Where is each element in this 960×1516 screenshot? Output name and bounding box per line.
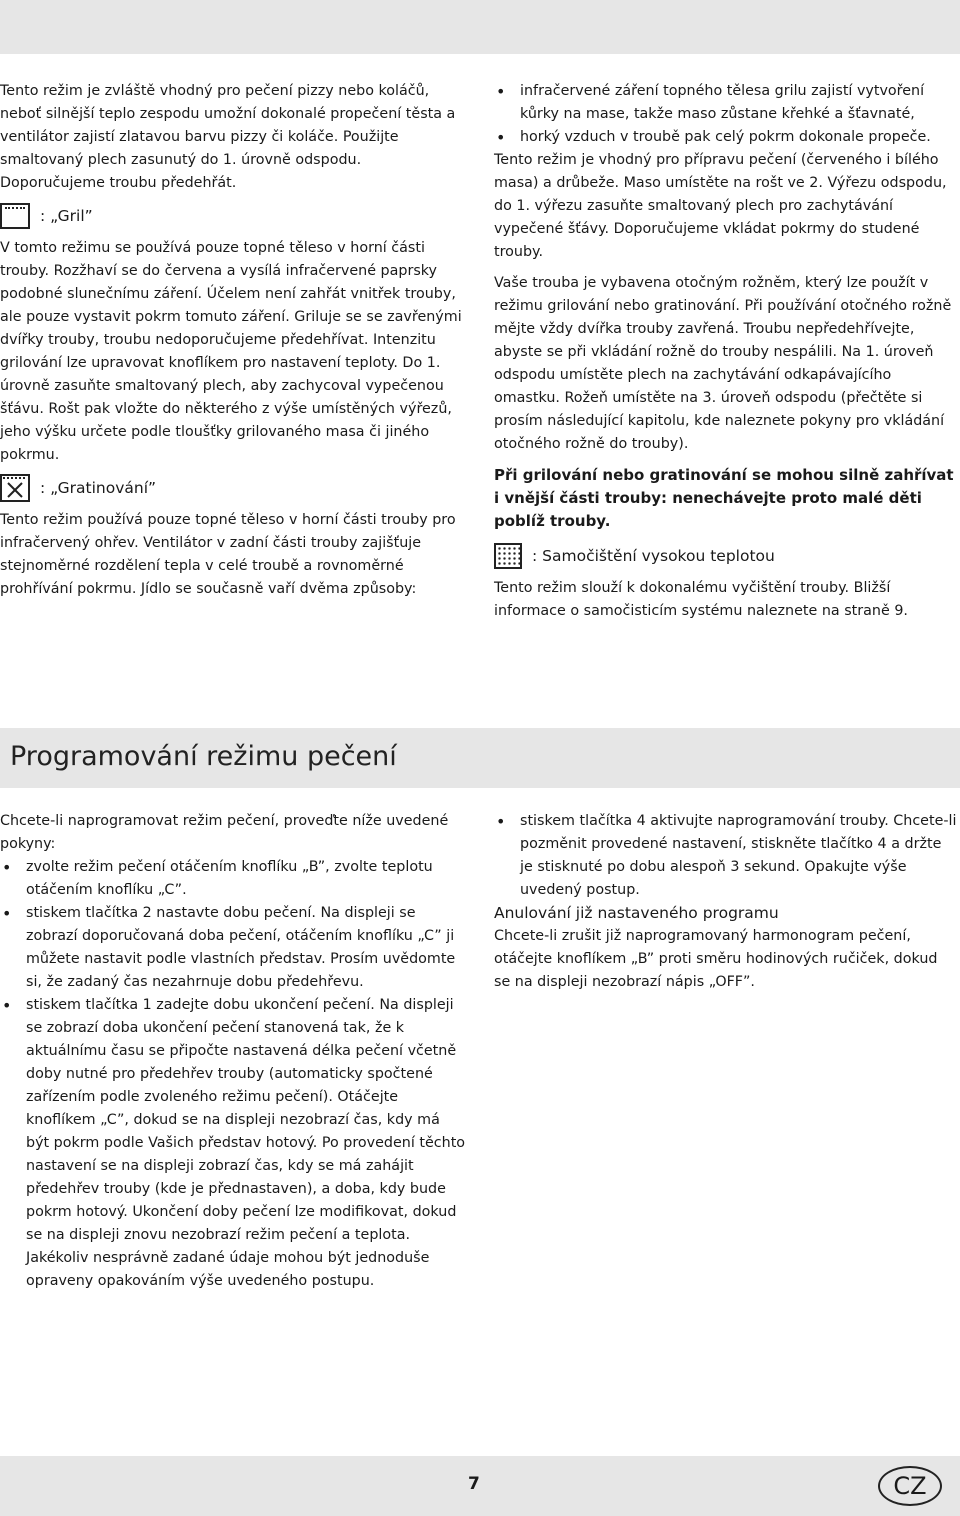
self-clean-label: : Samočištění vysokou teplotou: [532, 546, 775, 565]
list-item: • zvolte režim pečení otáčením knoflíku „B”, zvolte teplotu otáčením knoflíku „C”.: [0, 856, 466, 902]
list-item: • stiskem tlačítka 4 aktivujte naprogramování trouby. Chcete-li pozměnit provedené nastavení, stiskněte tlačítko 4 a držte je stisknuté po dobu alespoň 3 sekund. Opakujte výše uvedený postup.: [494, 810, 958, 902]
top-bar: [0, 0, 960, 54]
gratin-usage-paragraph: Tento režim je vhodný pro přípravu pečení (červeného i bílého masa) a drůbeže. Maso umístěte na rošt ve 2. Výřezu odspodu, do 1. výřezu zasuňte smaltovaný plech pro zachytávání vypečené šťávy. Doporučujeme vkládat pokrmy do studené trouby.: [494, 152, 947, 260]
gratinovani-paragraph: Tento režim používá pouze topné těleso v horní části trouby pro infračervený ohřev. Ventilátor v zadní části trouby zajišťuje stejnoměrné rozdělení tepla v celé troubě a rovnoměrné prohřívání pokrmu. Jídlo se současně vaří dvěma způsoby:: [0, 512, 456, 597]
list-item: • infračervené záření topného tělesa grilu zajistí vytvoření kůrky na mase, takže maso zůstane křehké a šťavnaté,: [494, 80, 958, 126]
list-item: • stiskem tlačítka 1 zadejte dobu ukončení pečení. Na displeji se zobrazí doba ukončení pečení stanovená tak, že k aktuálnímu času se připočte nastavená délka pečení včetně doby nutné pro předehřev trouby (automaticky spočtené zařízením podle zvoleného režimu pečení). Otáčejte knoflíkem „C”, dokud se na displeji nezobrazí čas, kdy má být pokrm podle Vašich představ hotový. Po provedení těchto nastavení se na displeji zobrazí čas, kdy se má zahájit předehřev trouby (kde je přednastaven), a doba, kdy bude pokrm hotový. Ukončení doby pečení lze modifikovat, dokud se na displeji znovu nezobrazí režim pečení a teplota. Jakékoliv nesprávně zadané údaje mohou být jednoduše opraveny opakováním výše uvedeného postupu.: [0, 994, 466, 1293]
gril-label: : „Gril”: [40, 206, 93, 225]
self-clean-heading: [494, 541, 958, 571]
list-item: • horký vzduch v troubě pak celý pokrm dokonale propeče.: [494, 126, 958, 149]
self-clean-icon: [494, 543, 522, 569]
list-item: • stiskem tlačítka 2 nastavte dobu pečení. Na displeji se zobrazí doporučovaná doba pečení, otáčením knoflíku „C” ji můžete nastavit podle vlastních představ. Prosím uvědomte si, že zadaný čas nezahrnuje dobu předehřevu.: [0, 902, 466, 994]
programming-intro: Chcete-li naprogramovat režim pečení, proveďte níže uvedené pokyny:: [0, 813, 449, 852]
right-column-bottom: [494, 810, 958, 994]
cancel-heading: Anulování již nastaveného programu: [494, 904, 779, 922]
section-title: Programování režimu pečení: [10, 741, 397, 772]
grill-icon: [0, 203, 30, 229]
country-badge: CZ: [878, 1466, 942, 1506]
warning-text: Při grilování nebo gratinování se mohou silně zahřívat i vnější části trouby: nenechávejte proto malé děti poblíž trouby.: [494, 466, 954, 530]
rotisserie-paragraph: Vaše trouba je vybavena otočným rožněm, který lze použít v režimu grilování nebo gratinování. Při používání otočného rožně mějte vždy dvířka trouby zavřená. Troubu nepředehřívejte, abyste se při vkládání rožně do trouby nespálili. Na 1. úroveň odspodu umístěte plech na zachytávání odkapávajícího omastku. Rožeň umístěte na 3. úroveň odspodu (přečtěte si prosím následující kapitolu, kde naleznete pokyny pro vkládání otočného rožně do trouby).: [494, 275, 952, 452]
gril-mode-heading: [0, 201, 466, 231]
programming-steps-continued: [494, 810, 958, 902]
pizza-paragraph: Tento režim je zvláště vhodný pro pečení pizzy nebo koláčů, neboť silnější teplo zespodu umožní dokonalé propečení těsta a ventilátor zajistí zlatavou barvu pizzy či koláče. Použijte smaltovaný plech zasunutý do 1. úrovně odspodu. Doporučujeme troubu předehřát.: [0, 83, 456, 191]
cancel-paragraph: Chcete-li zrušit již naprogramovaný harmonogram pečení, otáčejte knoflíkem „B” proti směru hodinových ručiček, dokud se na displeji nezobrazí nápis „OFF”.: [494, 928, 938, 990]
self-clean-paragraph: Tento režim slouží k dokonalému vyčištění trouby. Bližší informace o samočisticím systému naleznete na straně 9.: [494, 580, 908, 619]
gratin-methods-list: [494, 80, 958, 149]
left-column-bottom: [0, 810, 466, 1293]
programming-steps: [0, 856, 466, 1293]
gril-paragraph: V tomto režimu se používá pouze topné těleso v horní části trouby. Rozžhaví se do červena a vysílá infračervené paprsky podobné slunečnímu záření. Účelem není zahřát vnitřek trouby, ale pouze vystavit pokrm tomuto záření. Griluje se se zavřenými dvířky trouby, troubu nedoporučujeme předehřívat. Intenzitu grilování lze upravovat knoflíkem pro nastavení teploty. Do 1. úrovně zasuňte smaltovaný plech, aby zachycoval vypečenou šťávu. Rošt pak vložte do některého z výše umístěných výřezů, jeho výšku určete podle tloušťky grilovaného masa či jiného pokrmu.: [0, 240, 462, 463]
gratin-icon: [0, 474, 30, 502]
left-column-top: [0, 80, 466, 601]
page-number: 7: [468, 1474, 480, 1494]
gratinovani-mode-heading: [0, 473, 466, 503]
right-column-top: [494, 80, 958, 623]
page-footer: [0, 1456, 960, 1516]
section-header: [0, 728, 960, 788]
gratinovani-label: : „Gratinování”: [40, 478, 157, 497]
